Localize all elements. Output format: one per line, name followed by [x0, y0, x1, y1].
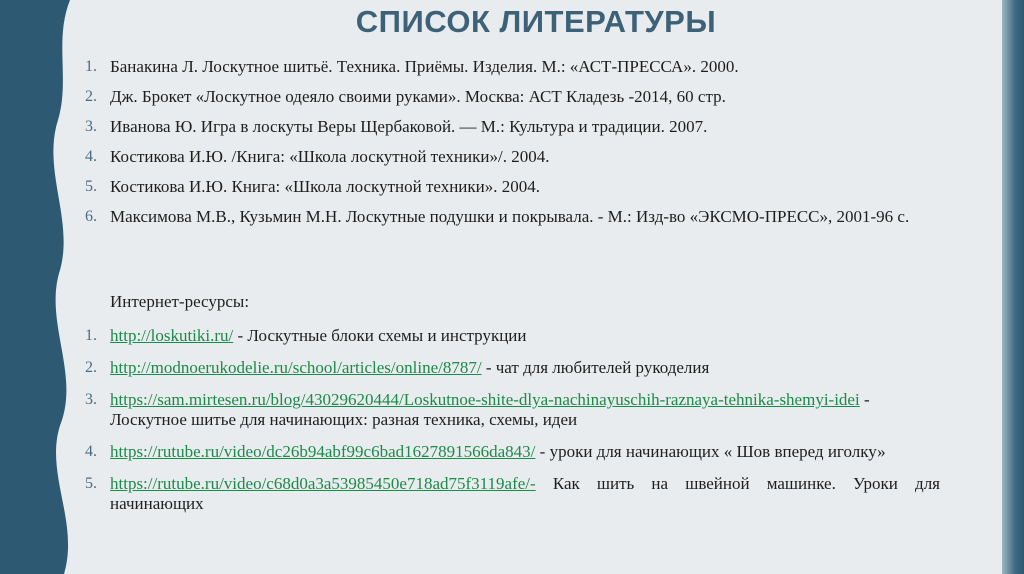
- resource-link[interactable]: https://rutube.ru/video/dc26b94abf99c6bad1627891566da843/: [110, 442, 536, 461]
- resource-link[interactable]: http://loskutiki.ru/: [110, 326, 234, 345]
- list-item: [70, 87, 940, 107]
- list-number: 3.: [85, 118, 97, 135]
- list-number: 1.: [85, 58, 97, 75]
- list-number: 3.: [85, 391, 97, 408]
- resource-link[interactable]: http://modnoerukodelie.ru/school/articles/online/8787/: [110, 358, 482, 377]
- list-item: [70, 117, 940, 137]
- list-item: [70, 177, 940, 197]
- resource-description: - Лоскутное шитье для начинающих: разная техника, схемы, идеи: [110, 390, 870, 429]
- right-decorative-band: [1002, 0, 1024, 574]
- list-number: 1.: [85, 327, 97, 344]
- list-item: [70, 326, 940, 346]
- resource-link[interactable]: https://sam.mirtesen.ru/blog/43029620444/Loskutnoe-shite-dlya-nachinayuschih-raznaya-tehnika-shemyi-idei: [110, 390, 860, 409]
- internet-resources-list: [70, 326, 940, 526]
- slide: [70, 0, 1002, 574]
- list-text: Банакина Л. Лоскутное шитьё. Техника. Приёмы. Изделия. М.: «АСТ-ПРЕССА». 2000.: [110, 57, 739, 76]
- list-number: 6.: [85, 208, 97, 225]
- resource-description: - уроки для начинающих « Шов вперед иголку»: [535, 442, 886, 461]
- list-number: 5.: [85, 475, 97, 492]
- internet-resources-heading: Интернет-ресурсы:: [110, 292, 250, 311]
- list-item: [70, 57, 940, 77]
- list-number: 4.: [85, 443, 97, 460]
- resource-description: - Лоскутные блоки схемы и инструкции: [233, 326, 527, 345]
- resource-description: Как шить на швейной машинке. Уроки для начинающих: [110, 474, 940, 513]
- resource-link[interactable]: https://rutube.ru/video/c68d0a3a53985450e718ad75f3119afe/-: [110, 474, 536, 493]
- list-text: Костикова И.Ю. Книга: «Школа лоскутной техники». 2004.: [110, 177, 541, 196]
- list-number: 4.: [85, 148, 97, 165]
- list-item: [70, 474, 940, 514]
- list-item: [70, 207, 940, 227]
- list-item: [70, 358, 940, 378]
- wave-edge: [34, 0, 74, 574]
- list-number: 2.: [85, 88, 97, 105]
- list-item: [70, 442, 940, 462]
- literature-list: [70, 57, 940, 237]
- list-text: Иванова Ю. Игра в лоскуты Веры Щербаковой. — М.: Культура и традиции. 2007.: [110, 117, 708, 136]
- list-item: [70, 147, 940, 167]
- page-title: СПИСОК ЛИТЕРАТУРЫ: [355, 4, 717, 39]
- list-text: Дж. Брокет «Лоскутное одеяло своими руками». Москва: АСТ Кладезь -2014, 60 стр.: [110, 87, 726, 106]
- list-text: Максимова М.В., Кузьмин М.Н. Лоскутные подушки и покрывала. - М.: Изд-во «ЭКСМО-ПРЕСС», 2001-96 с.: [110, 207, 910, 226]
- list-text: Костикова И.Ю. /Книга: «Школа лоскутной техники»/. 2004.: [110, 147, 550, 166]
- list-number: 2.: [85, 359, 97, 376]
- resource-description: - чат для любителей рукоделия: [481, 358, 710, 377]
- list-item: [70, 390, 940, 430]
- list-number: 5.: [85, 178, 97, 195]
